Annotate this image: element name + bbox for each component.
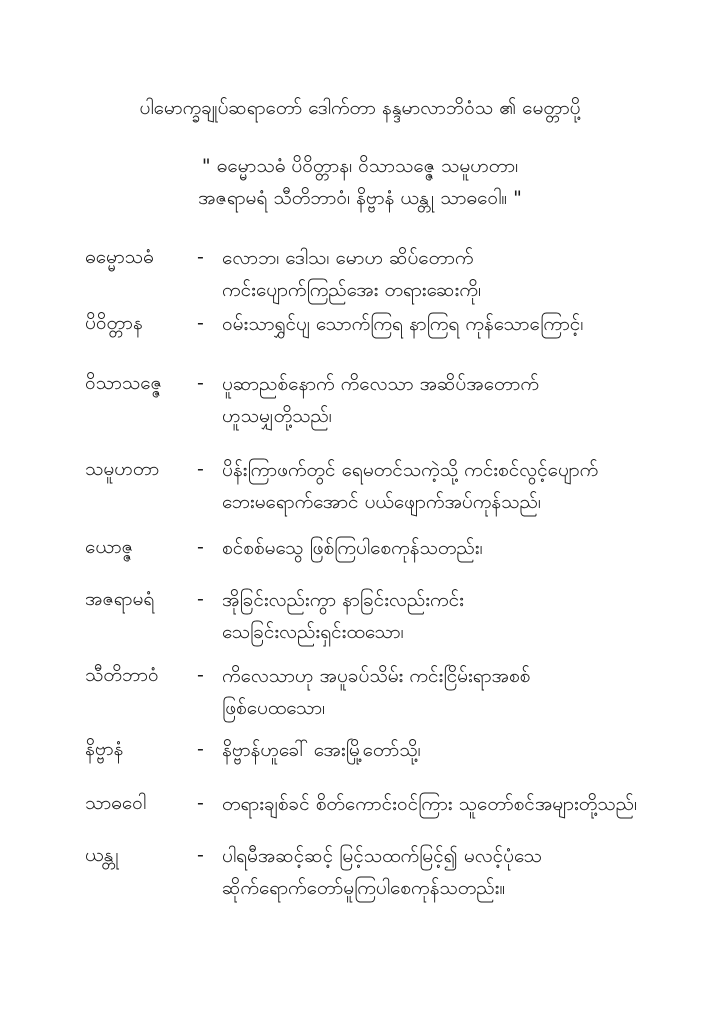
separator-dash: - bbox=[197, 792, 204, 814]
glossary-definition bbox=[222, 308, 692, 340]
glossary-definition bbox=[222, 660, 692, 724]
document-title: ပါမောက္ခချုပ်ဆရာတော် ဒေါက်တာ နန္ဒမာလာဘိဝံသ ၏ မေတ္တာပို့ bbox=[139, 97, 581, 119]
glossary-definition bbox=[222, 840, 692, 904]
glossary-term: ဝိသာသဇ္ဇေ bbox=[85, 372, 162, 394]
glossary-definition bbox=[222, 584, 692, 648]
definition-line: ဖြစ်ပေထသော၊ bbox=[222, 697, 326, 719]
separator-dash: - bbox=[197, 664, 204, 686]
definition-line: ဟူသမျှတို့သည်၊ bbox=[222, 405, 332, 427]
definition-line: ဝမ်းသာရွှင်ပျ သောက်ကြရ နာကြရ ကုန်သောကြောင့်၊ bbox=[222, 313, 584, 335]
definition-line: တရားချစ်ခင် စိတ်ကောင်းဝင်ကြား သူတော်စင်အများတို့သည်၊ bbox=[222, 793, 638, 815]
glossary-definition bbox=[222, 368, 692, 432]
separator-dash: - bbox=[197, 536, 204, 558]
glossary-term: ယောဇ္ဇ bbox=[85, 536, 133, 558]
glossary-definition bbox=[222, 532, 692, 564]
separator-dash: - bbox=[197, 844, 204, 866]
separator-dash: - bbox=[197, 312, 204, 334]
verse-line: အဇရာမရံ သီတိဘာဝံ၊ နိဗ္ဗာနံ ယန္တု သာဓဝေါ။ " bbox=[198, 187, 522, 209]
separator-dash: - bbox=[197, 738, 204, 760]
glossary-term: သာဓဝေါ bbox=[85, 792, 147, 814]
separator-dash: - bbox=[197, 246, 204, 268]
glossary-term: သီတိဘာဝံ bbox=[85, 664, 159, 686]
glossary-term: ပိဝိတ္တာန bbox=[85, 312, 143, 334]
definition-line: သေခြင်းလည်းရှင်းထသော၊ bbox=[222, 621, 404, 643]
verse-line: " ဓမ္မောသဓံ ပိဝိတ္တာန၊ ဝိသာသဇ္ဇေ သမူဟတာ၊ bbox=[201, 155, 519, 177]
glossary-term: ဓမ္မောသဓံ bbox=[85, 246, 154, 268]
definition-line: ဆိုက်ရောက်တော်မူကြပါစေကုန်သတည်း။ bbox=[222, 877, 506, 899]
glossary-definition bbox=[222, 734, 692, 766]
definition-line: နိဗ္ဗာန်ဟူခေါ် အေးမြို့တော်သို့၊ bbox=[222, 739, 421, 761]
definition-line: အိုခြင်းလည်းကွာ နာခြင်းလည်းကင်း bbox=[222, 589, 464, 611]
verse-block bbox=[0, 150, 720, 214]
definition-line: ပိန်းကြာဖက်တွင် ရေမတင်သကဲ့သို့ ကင်းစင်လွင့်ပျောက် bbox=[222, 459, 599, 481]
glossary-definition bbox=[222, 242, 692, 306]
definition-line: ပါရမီအဆင့်ဆင့် မြင့်သထက်မြင့်၍ မလင့်ပုံသေ bbox=[222, 845, 542, 867]
separator-dash: - bbox=[197, 458, 204, 480]
definition-line: စင်စစ်မသွေ ဖြစ်ကြပါစေကုန်သတည်း၊ bbox=[222, 537, 483, 559]
glossary-term: နိဗ္ဗာနံ bbox=[85, 738, 124, 760]
glossary-term: သမူဟတာ bbox=[85, 458, 160, 480]
glossary-term: အဇရာမရံ bbox=[85, 588, 155, 610]
definition-line: ပူဆာညစ်နောက် ကိလေသာ အဆိပ်အတောက် bbox=[222, 373, 539, 395]
definition-line: လောဘ၊ ဒေါသ၊ မောဟ ဆိပ်တောက် bbox=[222, 247, 474, 269]
separator-dash: - bbox=[197, 588, 204, 610]
glossary-term: ယန္တု bbox=[85, 844, 119, 866]
definition-line: ကိလေသာဟု အပူခပ်သိမ်း ကင်းငြိမ်းရာအစစ် bbox=[222, 665, 531, 687]
separator-dash: - bbox=[197, 372, 204, 394]
definition-line: ကင်းပျောက်ကြည်အေး တရားဆေးကို၊ bbox=[222, 279, 481, 301]
glossary-definition bbox=[222, 788, 692, 820]
glossary-definition bbox=[222, 454, 692, 518]
definition-line: ဘေးမရောက်အောင် ပယ်ဖျောက်အပ်ကုန်သည်၊ bbox=[222, 491, 541, 513]
